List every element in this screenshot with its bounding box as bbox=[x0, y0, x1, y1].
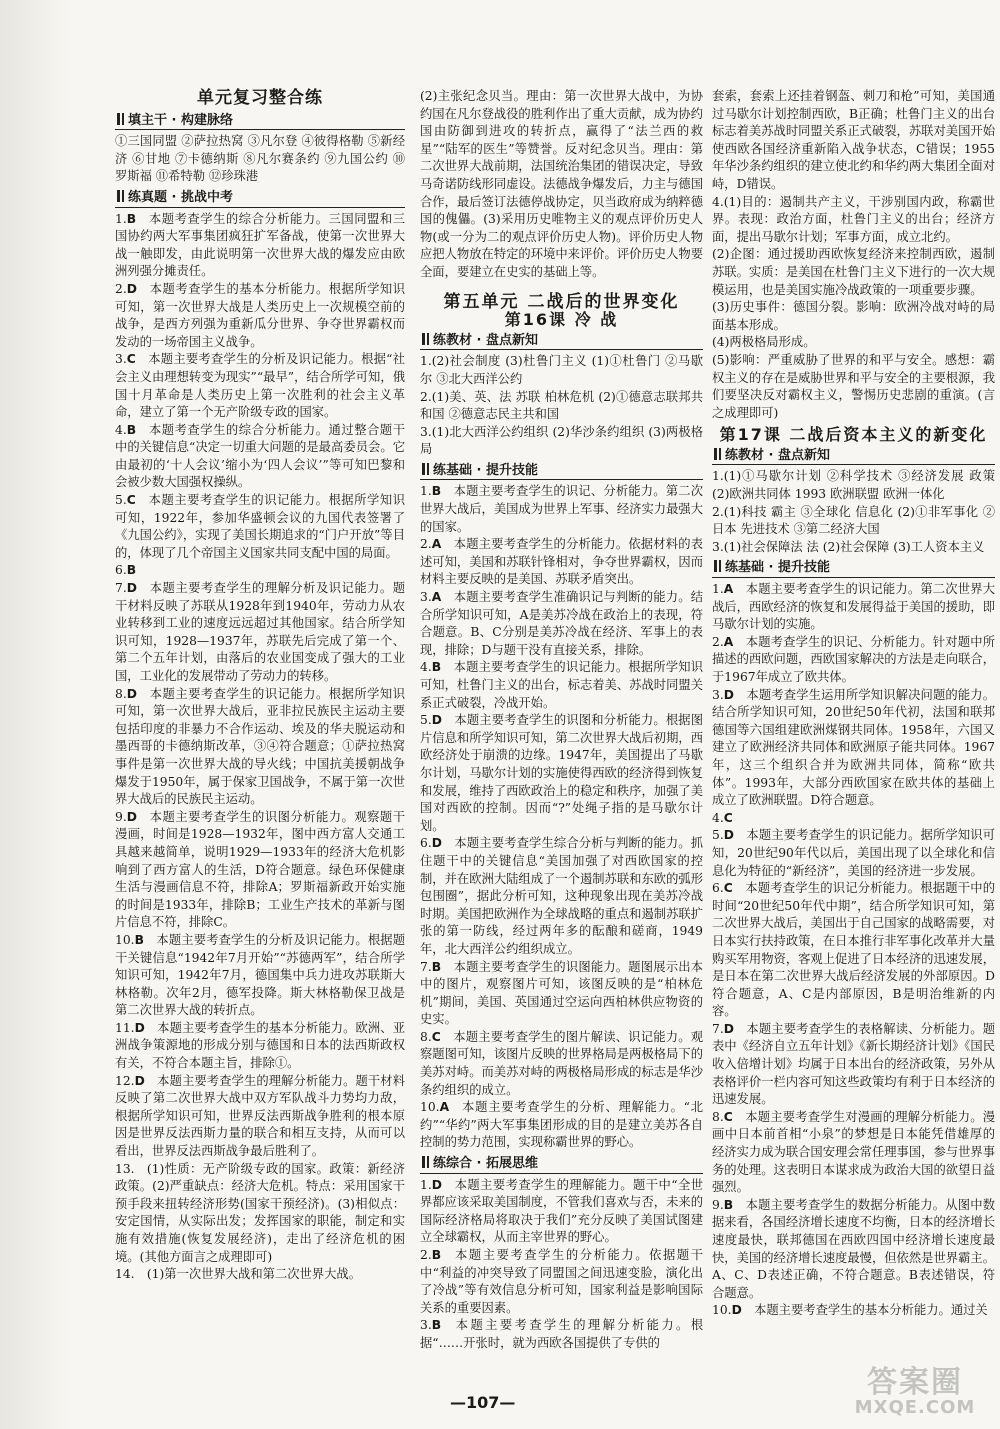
answer-explanation: 本题考查学生的综合分析能力。通过整合题干中的关键信息“决定一切重大问题的是最高委员会。它由最初的‘十人会议’缩小为‘四人会议’”等可知巴黎和会被少数大国强权操纵。 bbox=[115, 422, 405, 490]
answer-letter: A bbox=[723, 634, 734, 649]
answer-item bbox=[420, 483, 703, 536]
item-number: 2. bbox=[115, 281, 127, 296]
answer-letter: B bbox=[431, 660, 442, 675]
answer-explanation: 本题主要考查学生的识图能力。题图展示出本中的图片，观察图片可知，该图反映的是“柏林危机”期间，美国、英国通过空运向西柏林供应物资的史实。 bbox=[420, 959, 703, 1027]
item-number: 9. bbox=[712, 1197, 724, 1212]
answer-explanation: 本题主要考查学生的识记能力。根据所学知识可知，杜鲁门主义的出台，标志着美、苏战时同盟关系正式破裂，冷战开始。 bbox=[420, 660, 703, 710]
answer-line: (3)历史事件：德国分裂。影响：欧洲冷战对峙的局面基本形成。 bbox=[712, 300, 995, 332]
answer-line: (4)两极格局形成。 bbox=[712, 335, 816, 350]
fill-in-answers bbox=[712, 468, 995, 556]
answer-letter: A bbox=[431, 537, 442, 552]
answer-continued: (2)主张纪念贝当。理由：第一次世界大战中，为协约国在凡尔登战役的胜利作出了重大贡献，成为协约国由防御到进攻的转折点，赢得了“法兰西的救星”“陆军的医生”等赞誉。反对纪念贝当。理由：第二次世界大战前期，法国统治集团的错误决定，导致马奇诺防线形同虚设。法德战争爆发后，力主与德国合作，最后签订法德停战协定，贝当政府成为纳粹德国的傀儡。(3)采用历史唯物主义的观点评价历史人物(或一分为二的观点评价历史人物)。评价历史人物应把人物放在特定的环境中来评价。评价历史人物要全面，要建立在史实的基础上等。 bbox=[420, 89, 703, 279]
answer-item bbox=[420, 1177, 703, 1247]
answer-item bbox=[115, 562, 405, 580]
section-header: 练教材 · 盘点新知 bbox=[420, 332, 703, 351]
answer-item bbox=[115, 492, 405, 562]
answer-letter: B bbox=[431, 959, 442, 974]
answer-letter: C bbox=[431, 1029, 441, 1044]
answer-explanation: 本题主要考查学生的数据分析能力。从图中数据来看，各国经济增长速度不均衡，日本的经济增长速度最快，联邦德国在西欧四国中经济增长速度最快，美国的经济增长速度最慢，但依然是世界霸主。A、C、D表述正确，不符合题意。B表述错误，符合题意。 bbox=[712, 1197, 995, 1300]
answer-letter: A bbox=[431, 590, 442, 605]
answer-item bbox=[420, 659, 703, 712]
item-number: 7. bbox=[712, 1021, 724, 1036]
answer-item bbox=[420, 835, 703, 958]
answer-item bbox=[115, 1073, 405, 1161]
unit-title: 第五单元 二战后的世界变化 bbox=[443, 291, 680, 312]
section-header: 练教材 · 盘点新知 bbox=[712, 447, 995, 466]
item-number: 3. bbox=[115, 352, 127, 367]
item-number: 3. bbox=[420, 1318, 432, 1333]
answer-letter: B bbox=[723, 1197, 734, 1212]
answer-item bbox=[420, 1247, 703, 1317]
answer-item bbox=[712, 1109, 995, 1197]
answer-explanation: 本题主要考查学生的表格解读、分析能力。题表中《经济自立五年计划》《新长期经济计划》《国民收入倍增计划》均属于日本出台的经济政策，另外从表格评价一栏内容可知这些政策均有利于日本经济的迅速发展。 bbox=[712, 1021, 995, 1107]
answer-item bbox=[420, 1317, 703, 1352]
answer-letter: C bbox=[723, 881, 733, 896]
item-number: 4. bbox=[420, 660, 432, 675]
column-middle bbox=[420, 88, 703, 1353]
answer-letter: D bbox=[134, 1020, 145, 1035]
answer-explanation: 本题主要考查学生的理解能力。题干中“全世界都应该采取美国制度，不管我们喜欢与否，未来的国际经济格局将取决于我们”充分反映了美国试图建立全球霸权，从而主宰世界的野心。 bbox=[420, 1177, 703, 1245]
answer-explanation: 本题考查学生运用所学知识解决问题的能力。结合所学知识可知，20世纪50年代初，法国和联邦德国等六国组建欧洲煤钢共同体。1958年，六国又建立了欧洲经济共同体和欧洲原子能共同体。1967年，这三个组织合并为欧洲共同体，简称“欧共体”。1993年，大部分西欧国家在欧共体的基础上成立了欧洲联盟。D符合题意。 bbox=[712, 687, 995, 808]
answer-letter: D bbox=[731, 1303, 742, 1318]
item-number: 3. bbox=[712, 687, 724, 702]
answer-list bbox=[420, 1177, 703, 1353]
answer-explanation: 本题主要考查学生综合分析与判断的能力。抓住题干中的关键信息“美国加强了对西欧国家的控制，并在欧洲大陆组成了一个遏制苏联和东欧的弧形包围圈”，据此分析可知，这种现象出现在美苏冷战时期。美国把欧洲作为全球战略的重点和遏制苏联扩张的第一防线，经过两年多的酝酿和磋商，1949年，北大西洋公约组织成立。 bbox=[420, 836, 703, 956]
answer-letter: D bbox=[126, 809, 137, 824]
answer-item bbox=[712, 1302, 995, 1320]
item-number: 6. bbox=[420, 836, 432, 851]
answer-item bbox=[115, 580, 405, 686]
answer-item bbox=[420, 536, 703, 589]
item-number: 3. bbox=[420, 590, 432, 605]
item-number: 10. bbox=[420, 1100, 440, 1115]
item-number: 5. bbox=[712, 828, 724, 843]
answer-letter: C bbox=[126, 493, 136, 508]
watermark-logo: 答案圈 MXQE.COM bbox=[854, 1365, 976, 1418]
item-number: 1. bbox=[420, 484, 432, 499]
answer-line: (2)企图：通过援助西欧恢复经济来控制西欧，遏制苏联。实质：是美国在杜鲁门主义下进行的一次大规模运用，也是美国实施冷战政策的一项重要步骤。 bbox=[712, 247, 995, 297]
answer-explanation: 本题考查学生的识记、分析能力。针对题中所描述的西欧问题，西欧国家解决的方法是走向联合，于1967年成立了欧共体。 bbox=[712, 634, 995, 684]
item-number: 8. bbox=[712, 1109, 724, 1124]
answer-explanation: 本题主要考查学生的分析及识记能力。根据题干关键信息“1942年7月开始”“苏德两军”，结合所学知识可知，1942年7月，德国集中兵力进攻苏联斯大林格勒。次年2月，德军投降。斯大林格勒保卫战是第二次世界大战的转折点。 bbox=[115, 932, 405, 1018]
item-number: 12. bbox=[115, 1073, 135, 1088]
item-number: 1. bbox=[115, 211, 127, 226]
answer-list bbox=[115, 211, 405, 1284]
section-header: 练综合 · 拓展思维 bbox=[420, 1155, 703, 1174]
answer-letter: D bbox=[723, 828, 734, 843]
answer-item bbox=[712, 634, 995, 687]
answer-line: 4.(1)目的：遏制共产主义，干涉别国内政，称霸世界。表现：政治方面，杜鲁门主义的出台；经济方面，提出马歇尔计划；军事方面，成立北约。 bbox=[712, 194, 995, 244]
page-number: —107— bbox=[450, 1393, 516, 1412]
answer-line: 2.(1)科技 霸主 ③全球化 信息化 (2)①非军事化 ②日本 先进技术 ③第二经济大国 bbox=[712, 504, 995, 537]
item-number: 4. bbox=[712, 810, 724, 825]
summary-answers: ①三国同盟 ②萨拉热窝 ③凡尔登 ④彼得格勒 ⑤新经济 ⑥甘地 ⑦卡德纳斯 ⑧凡尔赛条约 ⑨九国公约 ⑩罗斯福 ⑪希特勒 ⑫珍珠港 bbox=[115, 134, 405, 184]
item-number: 2. bbox=[420, 1248, 432, 1262]
answer-letter: D bbox=[431, 836, 442, 851]
answer-explanation: 本题主要考查学生的识记能力。根据所学知识可知，第一次世界大战后，亚非拉民族民主运动主要包括印度的非暴力不合作运动、埃及的华夫脱运动和墨西哥的卡德纳斯改革，③④符合题意；①萨拉热窝事件是第一次世界大战的导火线；中国抗美援朝战争爆发于1950年，属于保家卫国战争，不属于第一次世界大战后的民族民主运动。 bbox=[115, 686, 405, 807]
answer-explanation: 本题主要考查学生的识记能力。根据所学知识可知，1922年，参加华盛顿会议的九国代表签署了《九国公约》，实现了美国长期追求的“门户开放”等目的，体现了几个帝国主义国家共同支配中国的局面。 bbox=[115, 493, 405, 560]
answer-explanation: 本题考查学生的基本分析能力。根据所学知识可知，第一次世界大战是人类历史上一次规模空前的战争，是西方列强为重新瓜分世界、争夺世界霸权而发动的一场帝国主义战争。 bbox=[115, 281, 405, 349]
answer-letter: B bbox=[126, 563, 137, 578]
answer-letter: C bbox=[723, 1109, 733, 1124]
answer-letter: C bbox=[126, 352, 136, 367]
item-number: 1. bbox=[712, 582, 724, 597]
lesson-title: 第16课 冷 战 bbox=[504, 310, 619, 330]
answer-item bbox=[115, 1020, 405, 1073]
item-number: 13. bbox=[115, 1161, 135, 1176]
item-number: 14. bbox=[115, 1267, 135, 1282]
column-right bbox=[712, 88, 995, 1320]
answer-explanation: 本题主要考查学生的识记能力。第二次世界大战后，西欧经济的恢复和发展得益于美国的援助，即马歇尔计划的实施。 bbox=[712, 582, 995, 632]
answer-explanation: 本题考查学生的识记分析能力。根据题干中的时间“20世纪50年代中期”，结合所学知识可知，第二次世界大战后，美国出于自己国家的战略需要，对日本实行扶持政策，在日本推行非军事化改革并大量购买军用物资，客观上促进了日本经济的迅速发展，是日本在第二次世界大战后经济发展的外部原因。D符合题意，A、C是内部原因，B是明治维新的内容。 bbox=[712, 881, 995, 1019]
answer-letter: D bbox=[126, 581, 137, 596]
answer-item bbox=[712, 880, 995, 1021]
section-header: 练真题 · 挑战中考 bbox=[115, 189, 405, 208]
answer-list bbox=[420, 483, 703, 1152]
answer-letter: D bbox=[126, 686, 137, 701]
item-number: 8. bbox=[420, 1029, 432, 1044]
answer-item bbox=[115, 686, 405, 809]
answer-explanation: 本题主要考查学生的图片解读、识记能力。观察题图可知，该图片反映的世界格局是两极格局下的美苏对峙。而美苏对峙的两极格局形成的标志是华沙条约组织的成立。 bbox=[420, 1029, 703, 1097]
section-header: 填主干 · 构建脉络 bbox=[115, 112, 405, 131]
answer-explanation: 本题主要考查学生的识图和分析能力。根据图片信息和所学知识可知，第二次世界大战后初期，西欧经济处于崩溃的边缘。1947年，美国提出了马歇尔计划，马歇尔计划的实施使得西欧的经济得到恢复和发展，维持了西欧政治上的稳定和秩序，加强了美国对西欧的控制。因而“?”处绳子指的是马歇尔计划。 bbox=[420, 713, 703, 833]
answer-letter: C bbox=[723, 810, 733, 825]
item-number: 10. bbox=[115, 932, 135, 947]
answer-item bbox=[712, 581, 995, 634]
answer-line: 1.(2)社会制度 (3)杜鲁门主义 (1)①杜鲁门 ②马歇尔 ③北大西洋公约 bbox=[420, 354, 703, 386]
answer-item bbox=[420, 712, 703, 835]
answer-explanation: 本题主要考查学生准确识记与判断的能力。结合所学知识可知，A是美苏冷战在政治上的表现，符合题意。B、C分别是美苏冷战在经济、军事上的表现，排除；D与题干没有直接关系，排除。 bbox=[420, 590, 703, 657]
answer-item bbox=[115, 932, 405, 1020]
answer-list bbox=[712, 194, 995, 423]
answer-explanation: 本题主要考查学生的基本分析能力。欧洲、亚洲战争策源地的形成分别与德国和日本的法西斯政权有关，不符合本题主旨，排除①。 bbox=[115, 1020, 405, 1071]
answer-letter: B bbox=[431, 484, 442, 499]
item-number: 9. bbox=[115, 809, 127, 824]
answer-continued: 套索，套索上还挂着钢盔、刺刀和枪”可知，美国通过马歇尔计划控制西欧，B正确；杜鲁门主义的出台标志着美苏战时同盟关系正式破裂，苏联对美国开始使西欧各国经济重新陷入战争状态，C错误；1955年华沙条约组织的建立使北约和华约两大集团全面对峙，D错误。 bbox=[712, 89, 995, 191]
answer-letter: A bbox=[439, 1100, 450, 1115]
answer-explanation: 本题主要考查学生的理解分析能力。根据“……开张时，就为西欧各国提供了专供的 bbox=[420, 1318, 703, 1350]
answer-explanation: (1)第一次世界大战和第二次世界大战。 bbox=[146, 1267, 362, 1282]
answer-item bbox=[712, 687, 995, 810]
item-number: 7. bbox=[420, 959, 432, 974]
item-number: 10. bbox=[712, 1303, 732, 1318]
item-number: 5. bbox=[420, 713, 432, 728]
answer-letter: B bbox=[126, 211, 137, 226]
answer-item bbox=[115, 1266, 405, 1284]
section-header: 练基础 · 提升技能 bbox=[420, 462, 703, 481]
answer-letter: B bbox=[134, 932, 144, 947]
item-number: 2. bbox=[420, 537, 432, 552]
answer-letter: B bbox=[431, 1248, 442, 1262]
answer-letter: D bbox=[431, 1177, 442, 1192]
answer-letter: D bbox=[723, 687, 734, 702]
item-number: 1. bbox=[420, 1177, 432, 1192]
item-number: 2. bbox=[712, 634, 724, 649]
answer-explanation: 本题主要考查学生的基本分析能力。通过关 bbox=[754, 1303, 988, 1318]
answer-explanation: 本题考查学生的综合分析能力。三国同盟和三国协约两大军事集团疯狂扩军备战，使第一次世界大战一触即发，由此说明第一次世界大战的爆发应由欧洲列强分摊责任。 bbox=[115, 211, 405, 279]
answer-explanation: 本题主要考查学生的识记、分析能力。第二次世界大战后，美国成为世界上军事、经济实力最强大的国家。 bbox=[420, 484, 703, 534]
answer-item bbox=[115, 809, 405, 932]
answer-item bbox=[115, 211, 405, 281]
answer-explanation: 本题主要考查学生的分析、理解能力。“北约”“华约”两大军事集团形成的目的是建立美苏各自控制的势力范围，实现称霸世界的野心。 bbox=[420, 1100, 703, 1150]
answer-letter: D bbox=[134, 1073, 145, 1088]
answer-item bbox=[420, 1029, 703, 1099]
answer-line: 3.(1)北大西洋公约组织 (2)华沙条约组织 (3)两极格局 bbox=[420, 424, 703, 457]
answer-item bbox=[712, 1021, 995, 1109]
answer-explanation: 本题主要考查学生的识图分析能力。观察题干漫画，时间是1928—1932年，图中西方富人交通工具越来越简单，说明1929—1933年的经济大危机影响到了西方富人的生活，D符合题意。绿色环保健康生活与漫画信息不符，排除A；罗斯福新政开始实施的时间是1933年，排除B；工业生产技术的革新与图片信息不符，排除C。 bbox=[115, 809, 405, 930]
answer-explanation: 本题主要考查学生的理解分析能力。题干材料反映了第二次世界大战中双方军队战斗力势均力敌，根据所学知识可知，世界反法西斯战争胜利的根本原因是世界反法西斯力量的联合和相互支持，从而可以看出，世界反法西斯战争最后胜利了。 bbox=[115, 1073, 405, 1159]
item-number: 8. bbox=[115, 686, 127, 701]
unit-review-title: 单元复习整合练 bbox=[197, 88, 323, 108]
answer-letter: A bbox=[723, 582, 734, 597]
column-left bbox=[115, 88, 405, 1284]
answer-explanation: 本题主要考查学生的分析能力。依据材料的表述可知，美国和苏联针锋相对，争夺世界霸权，因而材料主要反映的是美国、苏联矛盾突出。 bbox=[420, 537, 703, 587]
answer-item bbox=[420, 589, 703, 659]
answer-item bbox=[712, 1197, 995, 1303]
answer-letter: D bbox=[126, 281, 137, 296]
answer-letter: B bbox=[431, 1318, 442, 1333]
answer-item bbox=[115, 351, 405, 421]
answer-item bbox=[712, 827, 995, 880]
answer-item bbox=[420, 959, 703, 1029]
answer-item bbox=[712, 810, 995, 828]
section-header: 练基础 · 提升技能 bbox=[712, 559, 995, 578]
answer-explanation: 本题主要考查学生对漫画的理解分析能力。漫画中日本前首相“小泉”的梦想是日本能凭借雄厚的经济实力成为联合国安理会常任理事国，参与世界事务的处理。这表明日本谋求成为政治大国的欲望日益强烈。 bbox=[712, 1109, 995, 1195]
book-spine-shadow bbox=[0, 0, 70, 1429]
answer-letter: B bbox=[126, 422, 137, 437]
answer-line: 1.(1)①马歇尔计划 ②科学技术 ③经济发展 政策 (2)欧洲共同体 1993 欧洲联盟 欧洲一体化 bbox=[712, 469, 995, 502]
item-number: 7. bbox=[115, 581, 127, 596]
fill-in-answers bbox=[420, 353, 703, 459]
answer-explanation: 本题主要考查学生的分析能力。依据题干中“利益的冲突导致了同盟国之间迅速变脸，演化出了冷战”等有效信息分析可知，国家利益是影响国际关系的重要因素。 bbox=[420, 1248, 703, 1315]
answer-line: 3.(1)社会保障法 法 (2)社会保障 (3)工人资本主义 bbox=[712, 539, 985, 554]
answer-line: 2.(1)美、英、法 苏联 柏林危机 (2)①德意志联邦共和国 ②德意志民主共和国 bbox=[420, 389, 703, 422]
answer-item bbox=[420, 1099, 703, 1152]
answer-item bbox=[115, 281, 405, 351]
lesson-title: 第17课 二战后资本主义的新变化 bbox=[719, 425, 988, 445]
answer-letter: D bbox=[723, 1021, 734, 1036]
item-number: 6. bbox=[712, 881, 724, 896]
answer-explanation: 本题主要考查学生的理解分析及识记能力。题干材料反映了苏联从1928年到1940年，劳动力从农业转移到工业的速度远远超过其他国家。结合所学知识可知，1928—1937年，苏联先后完成了第一个、第二个五年计划，由落后的农业国变成了强大的工业国，工业化的发展带动了劳动力的转移。 bbox=[115, 581, 405, 683]
answer-explanation: 本题主要考查学生的识记能力。据所学知识可知，20世纪90年代以后，美国出现了以全球化和信息化为特征的“新经济”，美国的经济进一步发展。 bbox=[712, 828, 995, 878]
item-number: 11. bbox=[115, 1020, 135, 1035]
answer-letter: D bbox=[431, 713, 442, 728]
answer-item bbox=[115, 1161, 405, 1267]
answer-line: (5)影响：严重威胁了世界的和平与安全。感想：霸权主义的存在是威胁世界和平与安全的主要根源，我们要坚决反对霸权主义，警惕历史悲剧的重演。(言之成理即可) bbox=[712, 352, 995, 420]
item-number: 4. bbox=[115, 422, 127, 437]
answer-item bbox=[115, 422, 405, 492]
item-number: 5. bbox=[115, 493, 127, 508]
answer-list bbox=[712, 581, 995, 1320]
answer-explanation: 本题主要考查学生的分析及识记能力。根据“社会主义由理想转变为现实”“最早”，结合所学可知，俄国十月革命是人类历史上第一次胜利的社会主义革命，建立了第一个无产阶级专政的国家。 bbox=[115, 352, 405, 420]
item-number: 6. bbox=[115, 563, 127, 578]
answer-explanation: (1)性质：无产阶级专政的国家。政策：新经济政策。(2)严重缺点：经济大危机。特点：采用国家干预手段来扭转经济形势(国家干预经济)。(3)相似点：安定国情，从实际出发；发挥国家的职能，制定和实施有效措施(恢复发展经济)，走出了经济危机的困境。(其他方面言之成理即可) bbox=[115, 1161, 405, 1264]
